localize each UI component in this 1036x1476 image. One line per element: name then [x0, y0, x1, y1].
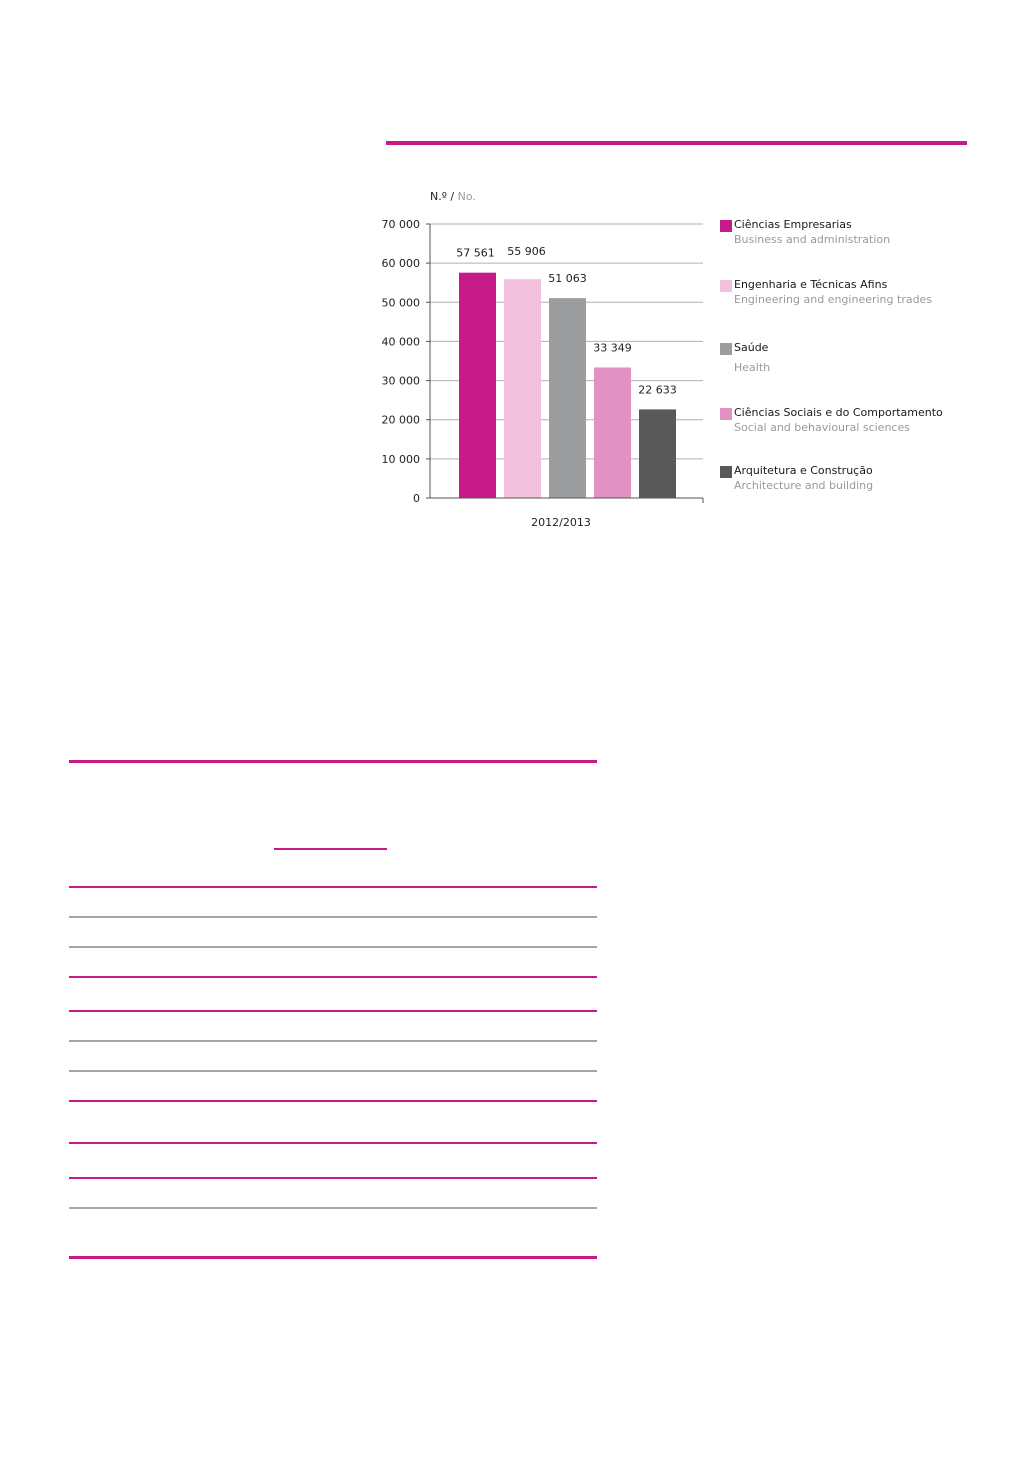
y-tick-label: 60 000	[381, 257, 420, 271]
legend-swatch-architecture	[720, 466, 732, 478]
table-top-rule	[69, 760, 597, 763]
table-header-subrule	[274, 848, 387, 850]
legend-label-pt: Ciências Sociais e do Comportamento	[734, 406, 943, 419]
bar	[459, 273, 496, 498]
legend-label-pt: Arquitetura e Construção	[734, 464, 873, 477]
table-row-rule	[69, 1207, 597, 1209]
legend-swatch-health	[720, 343, 732, 355]
y-tick-label: 30 000	[381, 374, 420, 388]
x-axis-label: 2012/2013	[531, 516, 591, 529]
bar	[549, 298, 586, 498]
y-unit-label-en: No.	[457, 190, 476, 203]
bar	[639, 409, 676, 498]
y-tick-label: 10 000	[381, 452, 420, 466]
bar	[594, 367, 631, 498]
legend-label-en: Business and administration	[734, 233, 891, 246]
table-row-rule	[69, 1142, 597, 1144]
y-axis-ticks	[382, 218, 431, 505]
y-unit-label	[430, 190, 476, 203]
table-row-rule	[69, 916, 597, 918]
legend-label-en: Social and behavioural sciences	[734, 421, 910, 434]
data-label: 57 561	[456, 246, 495, 260]
data-label: 33 349	[593, 341, 632, 355]
legend-label-en: Health	[734, 361, 771, 374]
table-bottom-rule	[69, 1256, 597, 1259]
bar	[504, 279, 541, 498]
legend-label-pt: Engenharia e Técnicas Afins	[734, 278, 888, 291]
legend-swatch-engineering	[720, 280, 732, 292]
table-row-rule	[69, 886, 597, 888]
data-label: 22 633	[638, 383, 677, 397]
y-unit-label-pt: N.º /	[430, 190, 455, 203]
y-tick-label: 50 000	[381, 296, 420, 310]
legend-label-pt: Saúde	[734, 341, 769, 354]
legend-swatch-social	[720, 408, 732, 420]
y-tick-label: 40 000	[381, 335, 420, 349]
table-row-rule	[69, 976, 597, 978]
legend-label-en: Architecture and building	[734, 479, 874, 492]
legend-swatch-business	[720, 220, 732, 232]
table-row-rule	[69, 1070, 597, 1072]
legend-label-en: Engineering and engineering trades	[734, 293, 933, 306]
y-tick-label: 70 000	[381, 218, 420, 231]
table-row-rule	[69, 1177, 597, 1179]
y-tick-label: 0	[413, 492, 420, 505]
table-row-rule	[69, 946, 597, 948]
y-tick-label: 20 000	[381, 413, 420, 427]
table-row-rule	[69, 1010, 597, 1012]
data-label: 51 063	[548, 272, 587, 286]
legend-label-pt: Ciências Empresarias	[734, 218, 852, 231]
data-label: 55 906	[507, 245, 546, 259]
table-row-rule	[69, 1040, 597, 1042]
table-row-rule	[69, 1100, 597, 1102]
